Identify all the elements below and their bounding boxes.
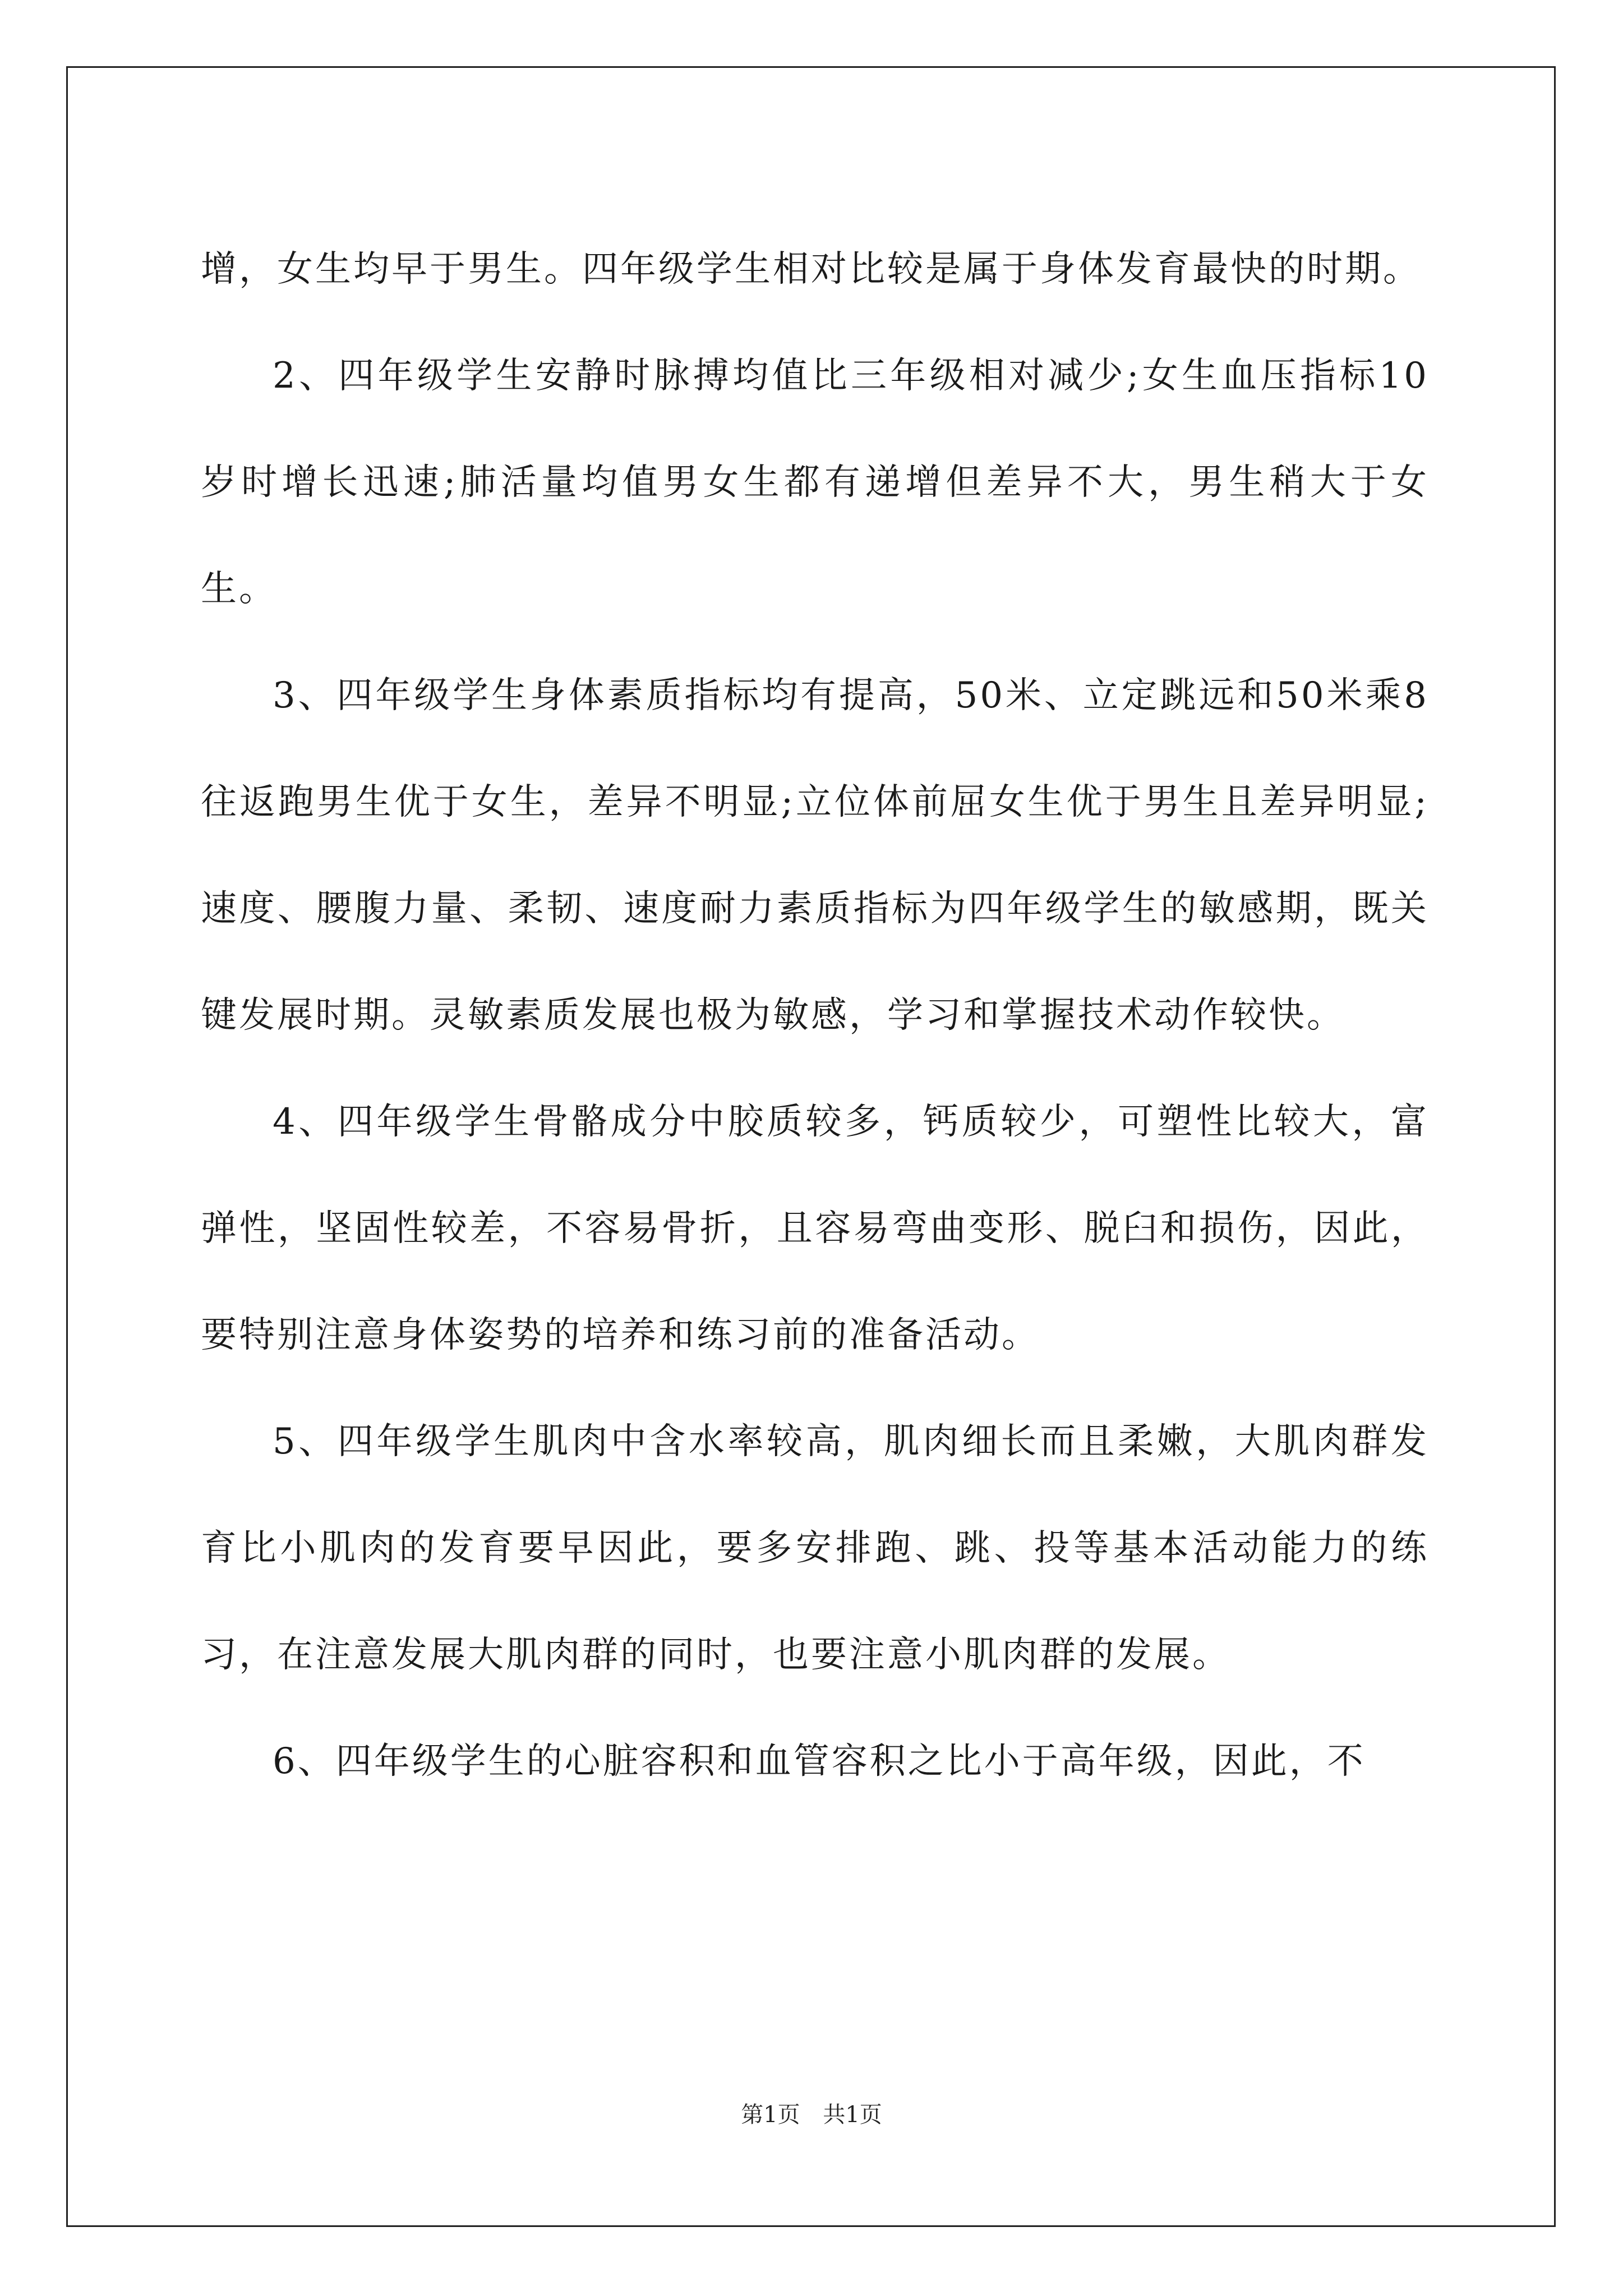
paragraph-item-2: 2、四年级学生安静时脉搏均值比三年级相对减少;女生血压指标10岁时增长迅速;肺活量均值男女生都有递增但差异不大，男生稍大于女生。 [201,355,1429,610]
paragraph-item-5: 5、四年级学生肌肉中含水率较高，肌肉细长而且柔嫩，大肌肉群发育比小肌肉的发育要早因此，要多安排跑、跳、投等基本活动能力的练习，在注意发展大肌肉群的同时，也要注意小肌肉群的发展。 [201,1421,1429,1676]
page-number-current: 第1页 [741,2102,800,2128]
paragraph-continuation: 增，女生均早于男生。四年级学生相对比较是属于身体发育最快的时期。 [201,249,1421,290]
page-number-total: 共1页 [823,2102,882,2128]
paragraph-item-4: 4、四年级学生骨骼成分中胶质较多，钙质较少，可塑性比较大，富弹性，坚固性较差，不容易骨折，且容易弯曲变形、脱臼和损伤，因此，要特别注意身体姿势的培养和练习前的准备活动。 [201,1101,1429,1356]
page-footer [0,2101,1623,2129]
paragraph-item-3: 3、四年级学生身体素质指标均有提高，50米、立定跳远和50米乘8往返跑男生优于女生，差异不明显;立位体前屈女生优于男生且差异明显;速度、腰腹力量、柔韧、速度耐力素质指标为四年级学生的敏感期，既关键发展时期。灵敏素质发展也极为敏感，学习和掌握技术动作较快。 [201,675,1429,1036]
document-body [201,216,1429,1815]
paragraph-item-6: 6、四年级学生的心脏容积和血管容积之比小于高年级，因此，不 [273,1741,1366,1782]
